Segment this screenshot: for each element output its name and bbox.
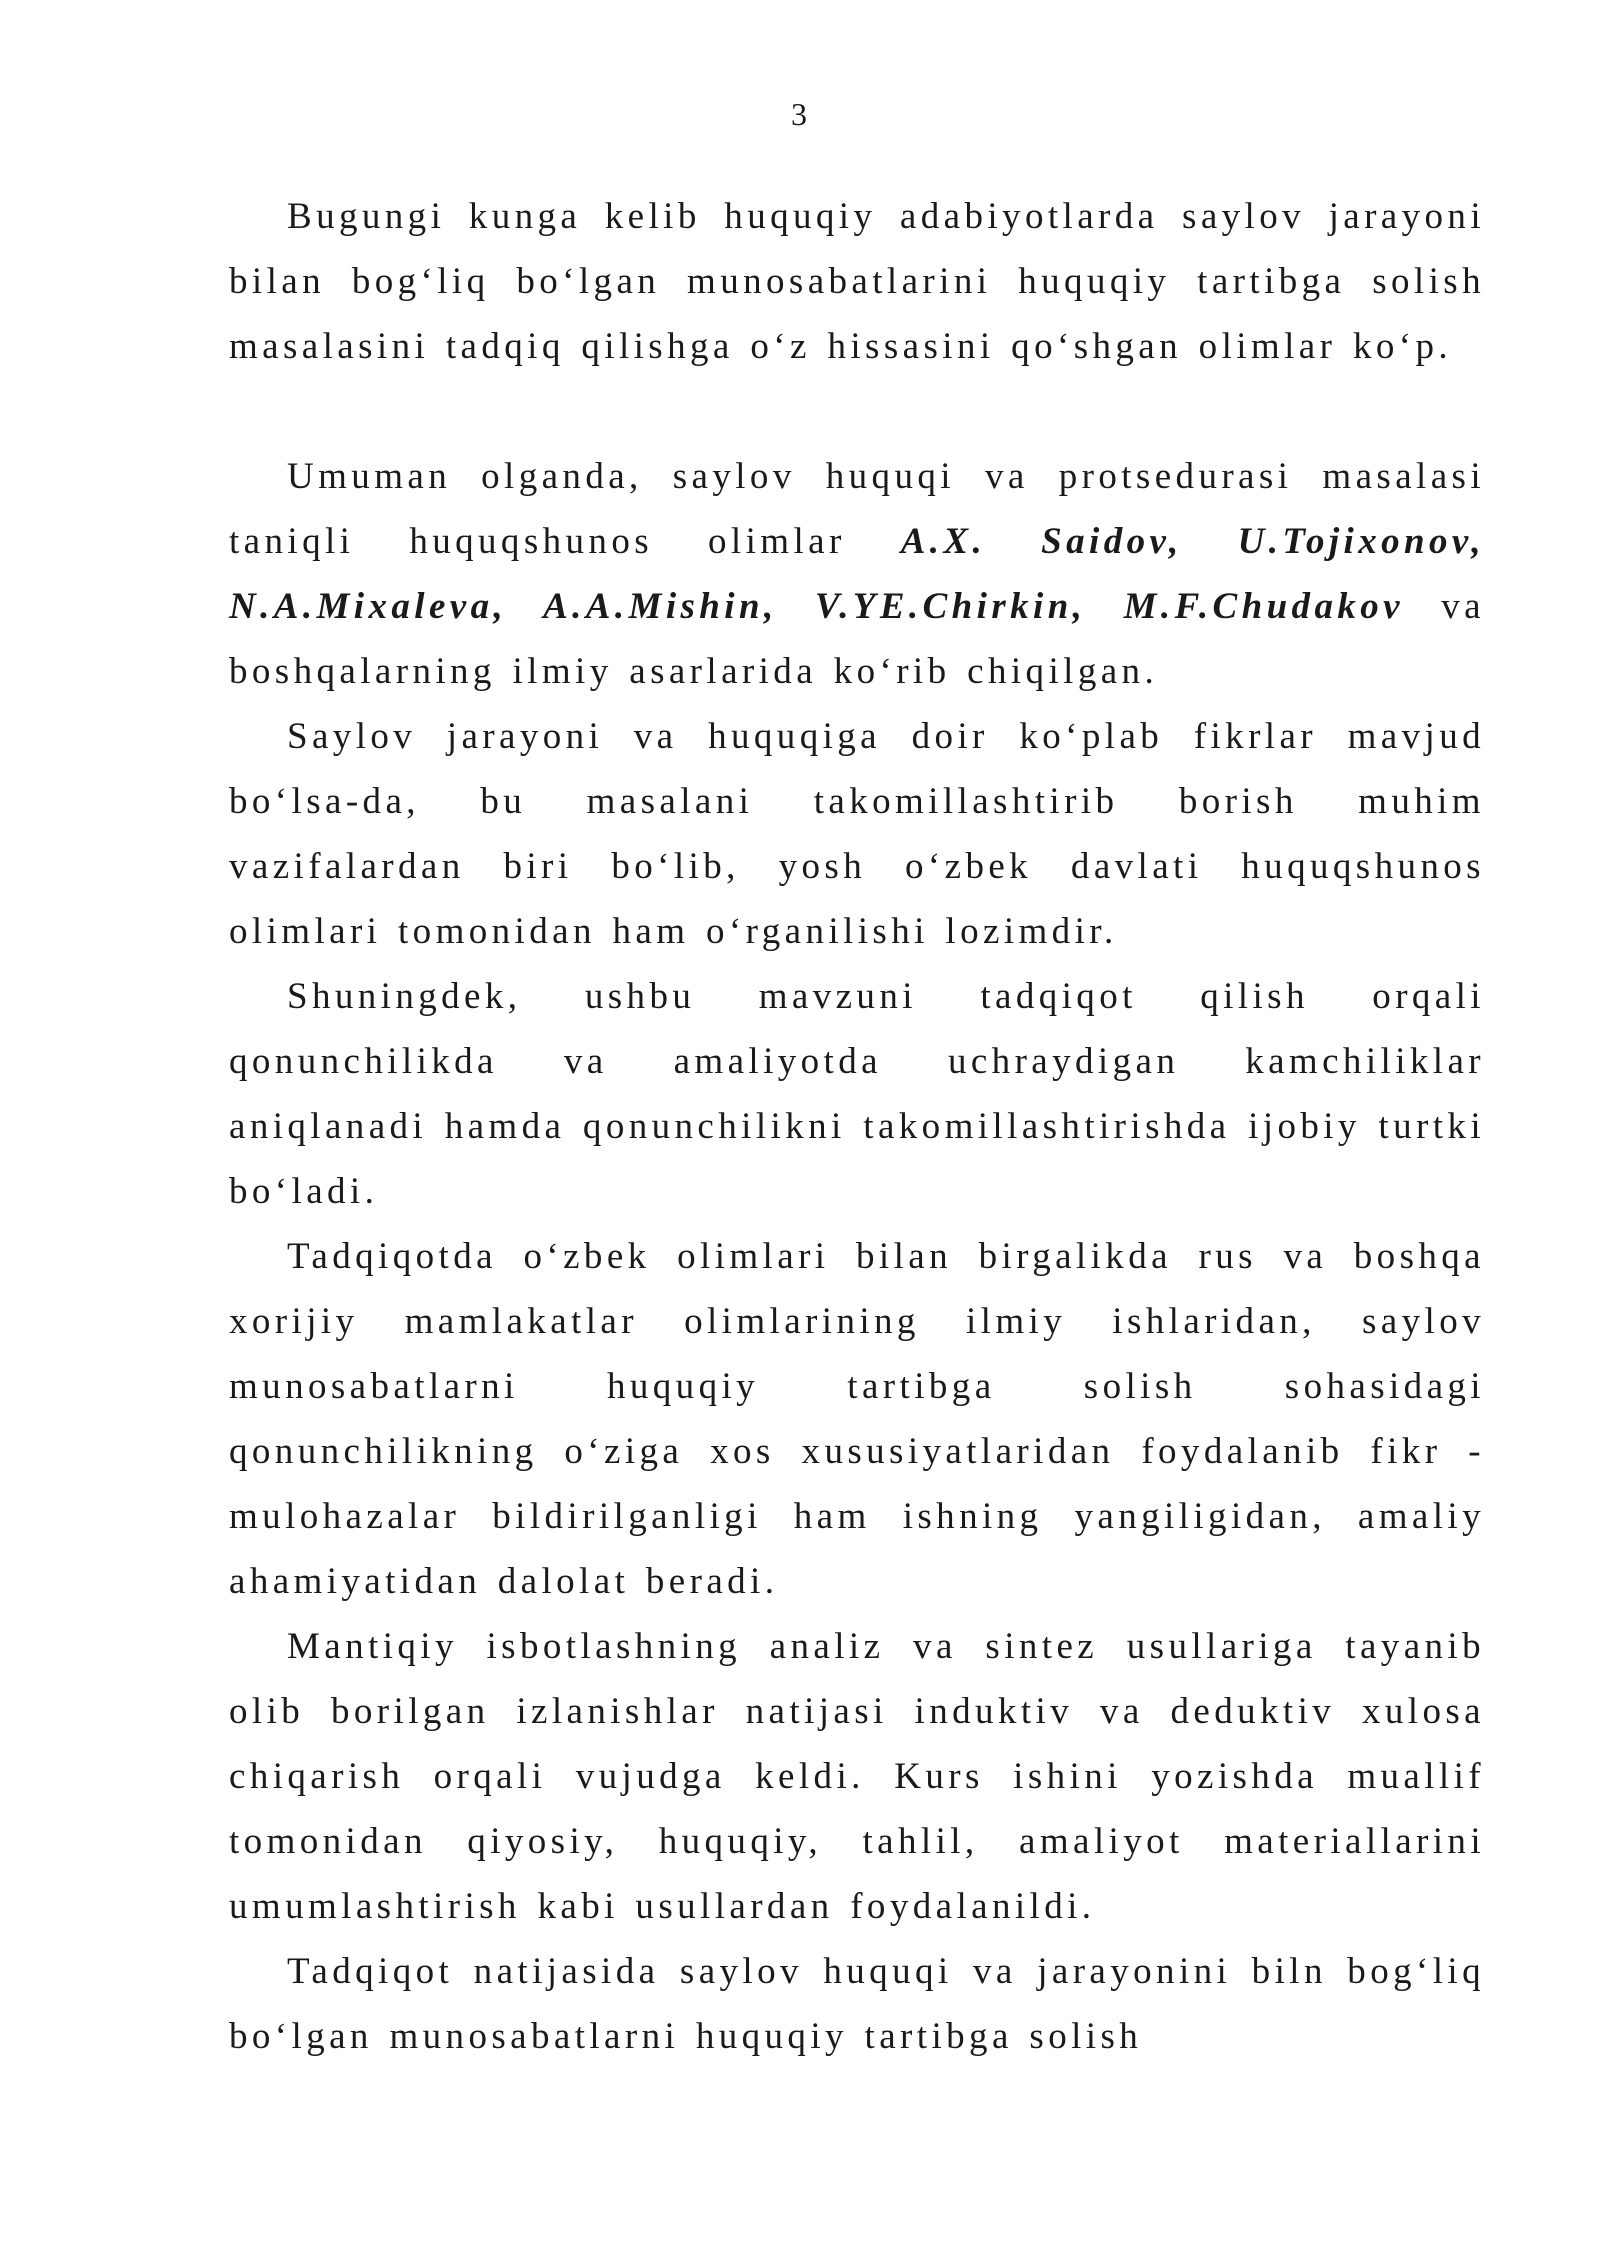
- paragraph-7: Tadqiqot natijasida saylov huquqi va jarayonini biln bog‘liq bo‘lgan munosabatlarni huquqiy tartibga solish: [229, 1951, 1485, 2057]
- paragraph-2-intro: Umuman olganda, saylov huquqi va protsedurasi masalasi taniqli huquqshunos olimlar: [229, 456, 1485, 562]
- paragraph-2-outro: va boshqalarning ilmiy asarlarida ko‘rib chiqilgan.: [229, 586, 1486, 692]
- author-names: A.X. Saidov, U.Tojixonov, N.A.Mixaleva, A.A.Mishin, V.YE.Chirkin, M.F.Chudakov: [229, 521, 1485, 627]
- paragraph-5: Tadqiqotda o‘zbek olimlari bilan birgalikda rus va boshqa xorijiy mamlakatlar olimlarining ilmiy ishlaridan, saylov munosabatlarni huquqiy tartibga solish sohasidagi qonunchilikning o‘ziga xos xususiyatlaridan foydalanib fikr - mulohazalar bildirilganligi ham ishning yangiligidan, amaliy ahamiyatidan dalolat beradi.: [229, 1236, 1485, 1602]
- page-number: 3: [791, 96, 809, 132]
- paragraph-3: Saylov jarayoni va huquqiga doir ko‘plab fikrlar mavjud bo‘lsa-da, bu masalani takomillashtirib borish muhim vazifalardan biri bo‘lib, yosh o‘zbek davlati huquqshunos olimlari tomonidan ham o‘rganilishi lozimdir.: [229, 716, 1485, 952]
- paragraph-6: Mantiqiy isbotlashning analiz va sintez usullariga tayanib olib borilgan izlanishlar natijasi induktiv va deduktiv xulosa chiqarish orqali vujudga keldi. Kurs ishini yozishda muallif tomonidan qiyosiy, huquqiy, tahlil, amaliyot materiallarini umumlashtirish kabi usullardan foydalanildi.: [229, 1626, 1485, 1927]
- paragraph-1: Bugungi kunga kelib huquqiy adabiyotlarda saylov jarayoni bilan bog‘liq bo‘lgan munosabatlarini huquqiy tartibga solish masalasini tadqiq qilishga o‘z hissasini qo‘shgan olimlar ko‘p.: [229, 196, 1485, 367]
- paragraph-2: [229, 444, 1485, 704]
- paragraph-4: Shuningdek, ushbu mavzuni tadqiqot qilish orqali qonunchilikda va amaliyotda uchraydigan kamchiliklar aniqlanadi hamda qonunchilikni takomillashtirishda ijobiy turtki bo‘ladi.: [229, 976, 1485, 1212]
